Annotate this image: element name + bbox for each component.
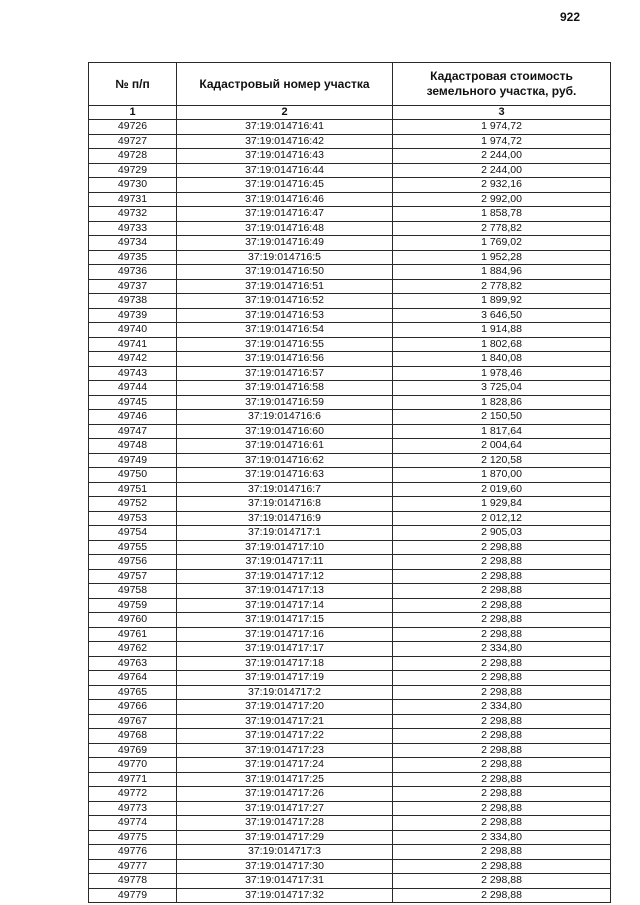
cadastral-value-cell: 2 298,88 <box>393 845 611 860</box>
row-number-cell: 49738 <box>89 294 177 309</box>
table-row <box>89 555 611 570</box>
table-row <box>89 787 611 802</box>
cadastral-value-cell: 1 974,72 <box>393 120 611 135</box>
cadastral-number-cell: 37:19:014716:57 <box>177 366 393 381</box>
row-number-cell: 49735 <box>89 250 177 265</box>
cadastral-number-cell: 37:19:014716:53 <box>177 308 393 323</box>
cadastral-value-cell: 2 298,88 <box>393 671 611 686</box>
row-number-cell: 49759 <box>89 598 177 613</box>
row-number-cell: 49729 <box>89 163 177 178</box>
cadastral-number-cell: 37:19:014717:22 <box>177 729 393 744</box>
header-row-number: № п/п <box>89 63 177 106</box>
cadastral-value-cell: 2 298,88 <box>393 743 611 758</box>
row-number-cell: 49733 <box>89 221 177 236</box>
cadastral-value-cell: 1 899,92 <box>393 294 611 309</box>
table-row <box>89 439 611 454</box>
cadastral-value-cell: 2 905,03 <box>393 526 611 541</box>
table-row <box>89 627 611 642</box>
cadastral-value-cell: 2 992,00 <box>393 192 611 207</box>
row-number-cell: 49748 <box>89 439 177 454</box>
table-row <box>89 352 611 367</box>
row-number-cell: 49749 <box>89 453 177 468</box>
row-number-cell: 49747 <box>89 424 177 439</box>
cadastral-value-cell: 2 019,60 <box>393 482 611 497</box>
table-row <box>89 424 611 439</box>
cadastral-number-cell: 37:19:014716:55 <box>177 337 393 352</box>
table-row <box>89 163 611 178</box>
table-row <box>89 758 611 773</box>
cadastral-value-cell: 1 884,96 <box>393 265 611 280</box>
cadastral-number-cell: 37:19:014716:51 <box>177 279 393 294</box>
table-row <box>89 671 611 686</box>
cadastral-number-cell: 37:19:014716:41 <box>177 120 393 135</box>
cadastral-number-cell: 37:19:014717:13 <box>177 584 393 599</box>
cadastral-value-cell: 3 725,04 <box>393 381 611 396</box>
table-row <box>89 598 611 613</box>
cadastral-value-cell: 1 769,02 <box>393 236 611 251</box>
row-number-cell: 49745 <box>89 395 177 410</box>
cadastral-number-cell: 37:19:014716:62 <box>177 453 393 468</box>
column-index-1: 1 <box>89 106 177 120</box>
table-row <box>89 395 611 410</box>
row-number-cell: 49776 <box>89 845 177 860</box>
cadastral-value-cell: 2 298,88 <box>393 685 611 700</box>
cadastral-number-cell: 37:19:014717:16 <box>177 627 393 642</box>
cadastral-number-cell: 37:19:014717:24 <box>177 758 393 773</box>
cadastral-number-cell: 37:19:014717:10 <box>177 540 393 555</box>
table-row <box>89 323 611 338</box>
cadastral-number-cell: 37:19:014717:2 <box>177 685 393 700</box>
cadastral-value-cell: 1 828,86 <box>393 395 611 410</box>
cadastral-value-cell: 2 334,80 <box>393 830 611 845</box>
cadastral-number-cell: 37:19:014716:45 <box>177 178 393 193</box>
row-number-cell: 49774 <box>89 816 177 831</box>
header-row <box>89 63 611 106</box>
row-number-cell: 49769 <box>89 743 177 758</box>
cadastral-value-cell: 2 298,88 <box>393 714 611 729</box>
row-number-cell: 49762 <box>89 642 177 657</box>
cadastral-value-cell: 2 298,88 <box>393 555 611 570</box>
cadastral-number-cell: 37:19:014717:25 <box>177 772 393 787</box>
row-number-cell: 49755 <box>89 540 177 555</box>
cadastral-number-cell: 37:19:014717:31 <box>177 874 393 889</box>
row-number-cell: 49742 <box>89 352 177 367</box>
cadastral-value-cell: 1 858,78 <box>393 207 611 222</box>
cadastral-number-cell: 37:19:014717:26 <box>177 787 393 802</box>
cadastral-value-cell: 2 012,12 <box>393 511 611 526</box>
table-row <box>89 613 611 628</box>
table-row <box>89 468 611 483</box>
row-number-cell: 49760 <box>89 613 177 628</box>
cadastral-number-cell: 37:19:014716:42 <box>177 134 393 149</box>
table-row <box>89 700 611 715</box>
cadastral-number-cell: 37:19:014717:14 <box>177 598 393 613</box>
cadastral-value-cell: 2 298,88 <box>393 598 611 613</box>
cadastral-value-cell: 2 298,88 <box>393 627 611 642</box>
table-row <box>89 497 611 512</box>
cadastral-number-cell: 37:19:014716:58 <box>177 381 393 396</box>
table-row <box>89 482 611 497</box>
row-number-cell: 49761 <box>89 627 177 642</box>
cadastral-number-cell: 37:19:014717:21 <box>177 714 393 729</box>
table-row <box>89 801 611 816</box>
cadastral-value-cell: 2 120,58 <box>393 453 611 468</box>
cadastral-number-cell: 37:19:014717:30 <box>177 859 393 874</box>
cadastral-number-cell: 37:19:014717:11 <box>177 555 393 570</box>
cadastral-value-cell: 2 298,88 <box>393 772 611 787</box>
table-row <box>89 830 611 845</box>
cadastral-value-cell: 2 298,88 <box>393 801 611 816</box>
cadastral-value-cell: 3 646,50 <box>393 308 611 323</box>
row-number-cell: 49764 <box>89 671 177 686</box>
table-row <box>89 714 611 729</box>
cadastral-number-cell: 37:19:014717:32 <box>177 888 393 903</box>
cadastral-value-cell: 2 334,80 <box>393 642 611 657</box>
cadastral-value-cell: 2 004,64 <box>393 439 611 454</box>
header-cadastral-value: Кадастровая стоимость земельного участка, руб. <box>393 63 611 106</box>
cadastral-value-cell: 2 298,88 <box>393 540 611 555</box>
table-row <box>89 540 611 555</box>
table-header <box>89 63 611 120</box>
cadastral-value-cell: 2 298,88 <box>393 874 611 889</box>
cadastral-number-cell: 37:19:014716:50 <box>177 265 393 280</box>
table-row <box>89 642 611 657</box>
cadastral-number-cell: 37:19:014716:7 <box>177 482 393 497</box>
page-number: 922 <box>559 10 580 24</box>
row-number-cell: 49763 <box>89 656 177 671</box>
cadastral-value-cell: 2 244,00 <box>393 149 611 164</box>
row-number-cell: 49746 <box>89 410 177 425</box>
table-body <box>89 120 611 903</box>
cadastral-number-cell: 37:19:014716:5 <box>177 250 393 265</box>
column-index-3: 3 <box>393 106 611 120</box>
cadastral-value-cell: 2 298,88 <box>393 888 611 903</box>
row-number-cell: 49741 <box>89 337 177 352</box>
table-row <box>89 221 611 236</box>
cadastral-value-cell: 2 298,88 <box>393 584 611 599</box>
row-number-cell: 49728 <box>89 149 177 164</box>
row-number-cell: 49775 <box>89 830 177 845</box>
row-number-cell: 49757 <box>89 569 177 584</box>
cadastral-number-cell: 37:19:014717:29 <box>177 830 393 845</box>
row-number-cell: 49777 <box>89 859 177 874</box>
cadastral-number-cell: 37:19:014717:12 <box>177 569 393 584</box>
table-row <box>89 743 611 758</box>
cadastral-number-cell: 37:19:014717:18 <box>177 656 393 671</box>
table-row <box>89 308 611 323</box>
row-number-cell: 49751 <box>89 482 177 497</box>
table-row <box>89 250 611 265</box>
row-number-cell: 49778 <box>89 874 177 889</box>
cadastral-value-cell: 1 974,72 <box>393 134 611 149</box>
column-index-row <box>89 106 611 120</box>
cadastral-value-cell: 2 150,50 <box>393 410 611 425</box>
row-number-cell: 49770 <box>89 758 177 773</box>
row-number-cell: 49744 <box>89 381 177 396</box>
cadastral-number-cell: 37:19:014717:15 <box>177 613 393 628</box>
row-number-cell: 49756 <box>89 555 177 570</box>
cadastral-value-cell: 2 244,00 <box>393 163 611 178</box>
cadastral-value-cell: 2 334,80 <box>393 700 611 715</box>
cadastral-number-cell: 37:19:014716:48 <box>177 221 393 236</box>
row-number-cell: 49731 <box>89 192 177 207</box>
cadastral-number-cell: 37:19:014716:6 <box>177 410 393 425</box>
table-row <box>89 120 611 135</box>
row-number-cell: 49754 <box>89 526 177 541</box>
row-number-cell: 49743 <box>89 366 177 381</box>
cadastral-value-cell: 1 978,46 <box>393 366 611 381</box>
cadastral-number-cell: 37:19:014717:3 <box>177 845 393 860</box>
row-number-cell: 49730 <box>89 178 177 193</box>
row-number-cell: 49753 <box>89 511 177 526</box>
table-row <box>89 149 611 164</box>
cadastral-number-cell: 37:19:014716:61 <box>177 439 393 454</box>
header-cadastral-number: Кадастровый номер участка <box>177 63 393 106</box>
cadastral-value-cell: 2 298,88 <box>393 656 611 671</box>
row-number-cell: 49736 <box>89 265 177 280</box>
row-number-cell: 49739 <box>89 308 177 323</box>
table-row <box>89 511 611 526</box>
table-row <box>89 845 611 860</box>
table-row <box>89 584 611 599</box>
cadastral-number-cell: 37:19:014717:23 <box>177 743 393 758</box>
table-row <box>89 888 611 903</box>
row-number-cell: 49727 <box>89 134 177 149</box>
cadastral-value-cell: 1 952,28 <box>393 250 611 265</box>
table-row <box>89 453 611 468</box>
row-number-cell: 49773 <box>89 801 177 816</box>
cadastral-number-cell: 37:19:014717:20 <box>177 700 393 715</box>
cadastral-value-cell: 2 778,82 <box>393 279 611 294</box>
table-row <box>89 134 611 149</box>
table-row <box>89 772 611 787</box>
row-number-cell: 49765 <box>89 685 177 700</box>
table-row <box>89 656 611 671</box>
table-row <box>89 526 611 541</box>
row-number-cell: 49750 <box>89 468 177 483</box>
table-row <box>89 279 611 294</box>
cadastral-number-cell: 37:19:014717:1 <box>177 526 393 541</box>
cadastral-value-cell: 2 778,82 <box>393 221 611 236</box>
cadastral-number-cell: 37:19:014716:63 <box>177 468 393 483</box>
cadastral-number-cell: 37:19:014716:46 <box>177 192 393 207</box>
table-row <box>89 236 611 251</box>
cadastral-table <box>88 62 611 903</box>
cadastral-number-cell: 37:19:014717:27 <box>177 801 393 816</box>
table-row <box>89 410 611 425</box>
row-number-cell: 49779 <box>89 888 177 903</box>
cadastral-number-cell: 37:19:014716:59 <box>177 395 393 410</box>
table-row <box>89 859 611 874</box>
row-number-cell: 49732 <box>89 207 177 222</box>
cadastral-number-cell: 37:19:014717:28 <box>177 816 393 831</box>
cadastral-number-cell: 37:19:014716:52 <box>177 294 393 309</box>
cadastral-value-cell: 1 914,88 <box>393 323 611 338</box>
cadastral-number-cell: 37:19:014716:56 <box>177 352 393 367</box>
row-number-cell: 49772 <box>89 787 177 802</box>
table-row <box>89 816 611 831</box>
row-number-cell: 49740 <box>89 323 177 338</box>
cadastral-number-cell: 37:19:014716:47 <box>177 207 393 222</box>
row-number-cell: 49734 <box>89 236 177 251</box>
table-row <box>89 207 611 222</box>
table-row <box>89 874 611 889</box>
table-row <box>89 265 611 280</box>
row-number-cell: 49768 <box>89 729 177 744</box>
cadastral-number-cell: 37:19:014716:43 <box>177 149 393 164</box>
table-row <box>89 729 611 744</box>
table-row <box>89 294 611 309</box>
cadastral-value-cell: 1 817,64 <box>393 424 611 439</box>
cadastral-number-cell: 37:19:014716:54 <box>177 323 393 338</box>
table-row <box>89 685 611 700</box>
cadastral-number-cell: 37:19:014716:9 <box>177 511 393 526</box>
table-row <box>89 178 611 193</box>
cadastral-value-cell: 2 298,88 <box>393 787 611 802</box>
cadastral-value-cell: 2 932,16 <box>393 178 611 193</box>
cadastral-number-cell: 37:19:014717:19 <box>177 671 393 686</box>
table-row <box>89 192 611 207</box>
row-number-cell: 49737 <box>89 279 177 294</box>
table-row <box>89 569 611 584</box>
cadastral-number-cell: 37:19:014716:60 <box>177 424 393 439</box>
cadastral-value-cell: 1 929,84 <box>393 497 611 512</box>
cadastral-number-cell: 37:19:014717:17 <box>177 642 393 657</box>
table-row <box>89 337 611 352</box>
row-number-cell: 49752 <box>89 497 177 512</box>
cadastral-number-cell: 37:19:014716:49 <box>177 236 393 251</box>
row-number-cell: 49758 <box>89 584 177 599</box>
cadastral-value-cell: 2 298,88 <box>393 816 611 831</box>
table-row <box>89 366 611 381</box>
row-number-cell: 49771 <box>89 772 177 787</box>
row-number-cell: 49767 <box>89 714 177 729</box>
cadastral-value-cell: 2 298,88 <box>393 859 611 874</box>
cadastral-value-cell: 1 802,68 <box>393 337 611 352</box>
cadastral-value-cell: 2 298,88 <box>393 569 611 584</box>
cadastral-value-cell: 2 298,88 <box>393 613 611 628</box>
cadastral-value-cell: 1 870,00 <box>393 468 611 483</box>
cadastral-number-cell: 37:19:014716:8 <box>177 497 393 512</box>
cadastral-number-cell: 37:19:014716:44 <box>177 163 393 178</box>
table-row <box>89 381 611 396</box>
row-number-cell: 49766 <box>89 700 177 715</box>
cadastral-value-cell: 1 840,08 <box>393 352 611 367</box>
cadastral-value-cell: 2 298,88 <box>393 729 611 744</box>
column-index-2: 2 <box>177 106 393 120</box>
row-number-cell: 49726 <box>89 120 177 135</box>
cadastral-value-cell: 2 298,88 <box>393 758 611 773</box>
